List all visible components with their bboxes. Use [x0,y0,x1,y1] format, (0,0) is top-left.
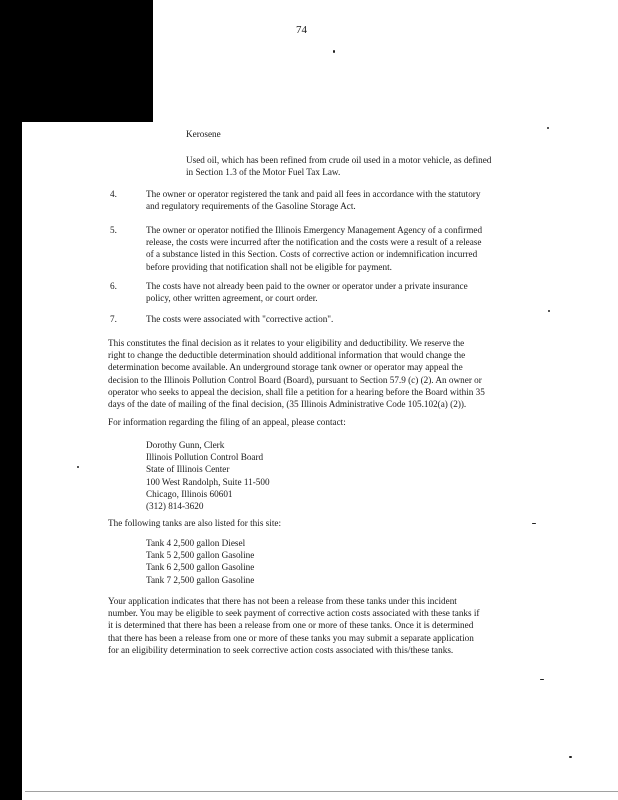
text-line: The owner or operator notified the Illinois Emergency Management Agency of a confirmed [146,225,483,235]
text-line: it is determined that there has been a release from one or more of these tanks. Once it is determined [108,620,474,631]
text-line: and regulatory requirements of the Gasoline Storage Act. [146,201,356,212]
scan-speck [333,50,335,53]
text-line: in Section 1.3 of the Motor Fuel Tax Law. [186,167,341,178]
text-line: of a substance listed in this Section. Costs of corrective action or indemnification incurred [146,249,478,260]
contact-address [146,439,270,512]
tank-list [146,537,254,586]
text-line: Your application indicates that there has not been a release from these tanks under this incident [108,596,457,606]
tank-item: Tank 4 2,500 gallon Diesel [146,538,246,548]
text-line: The costs have not already been paid to the owner or operator under a private insurance [146,281,468,291]
text-line: Used oil, which has been refined from crude oil used in a motor vehicle, as defined [186,155,492,165]
scan-speck [532,523,536,524]
appeal-intro: For information regarding the filing of an appeal, please contact: [108,417,346,427]
text-line: release, the costs were incurred after the notification and the costs were a result of a release [146,237,482,248]
condition-number: 4. [110,189,117,199]
tanks-intro: The following tanks are also listed for this site: [108,518,281,528]
scan-speck [547,127,549,129]
contact-line: 100 West Randolph, Suite 11-500 [146,476,270,487]
scan-mark [13,126,17,138]
text-line: before providing that notification shall not be eligible for payment. [146,261,392,272]
text-line: policy, other written agreement, or court order. [146,293,318,304]
used-oil-definition [186,154,491,178]
contact-line: Dorothy Gunn, Clerk [146,440,225,450]
text-line: decision to the Illinois Pollution Control Board (Board), pursuant to Section 57.9 (c) (2). An owner or [108,374,482,385]
condition-text [146,188,480,212]
scan-speck [540,679,544,680]
condition-text [146,313,333,325]
tank-item: Tank 7 2,500 gallon Gasoline [146,574,255,585]
kerosene-heading: Kerosene [186,129,221,139]
scan-speck [548,310,550,312]
scan-mark [6,126,10,138]
text-line: The owner or operator registered the tank and paid all fees in accordance with the statutory [146,189,481,199]
condition-number: 6. [110,281,117,291]
condition-text [146,224,482,273]
condition-text [146,280,468,304]
scan-bottom-rule [25,791,618,792]
condition-number: 5. [110,225,117,235]
text-line: days of the date of mailing of the final decision, (35 Illinois Administrative Code 105.102(a) (2)). [108,399,467,410]
condition-number: 7. [110,314,117,324]
scan-edge-bar [0,122,22,800]
contact-line: Chicago, Illinois 60601 [146,488,233,499]
text-line: This constitutes the final decision as it relates to your eligibility and deductibility. We reserve the [108,338,465,348]
contact-line: (312) 814-3620 [146,501,204,512]
scan-speck [77,466,79,468]
contact-line: Illinois Pollution Control Board [146,452,264,463]
tank-item: Tank 6 2,500 gallon Gasoline [146,562,255,573]
closing-paragraph [108,595,480,656]
text-line: for an eligibility determination to seek corrective action costs associated with this/these tanks. [108,644,454,655]
text-line: operator who seeks to appeal the decision, shall file a petition for a hearing before the Board within 35 [108,386,485,397]
decision-paragraph [108,337,485,410]
text-line: The costs were associated with "corrective action". [146,314,334,324]
page-number: 74 [296,24,307,36]
text-line: right to change the deductible determination should additional information that would change the [108,350,466,361]
text-line: that there has been a release from one or more of these tanks you may submit a separate application [108,632,474,643]
scan-redaction-block [0,0,153,122]
contact-line: State of Illinois Center [146,464,230,475]
text-line: number. You may be eligible to seek payment of corrective action costs associated with these tanks if [108,608,480,619]
text-line: determination become available. An underground storage tank owner or operator may appeal the [108,362,463,373]
tank-item: Tank 5 2,500 gallon Gasoline [146,550,255,561]
scan-speck [569,756,572,758]
